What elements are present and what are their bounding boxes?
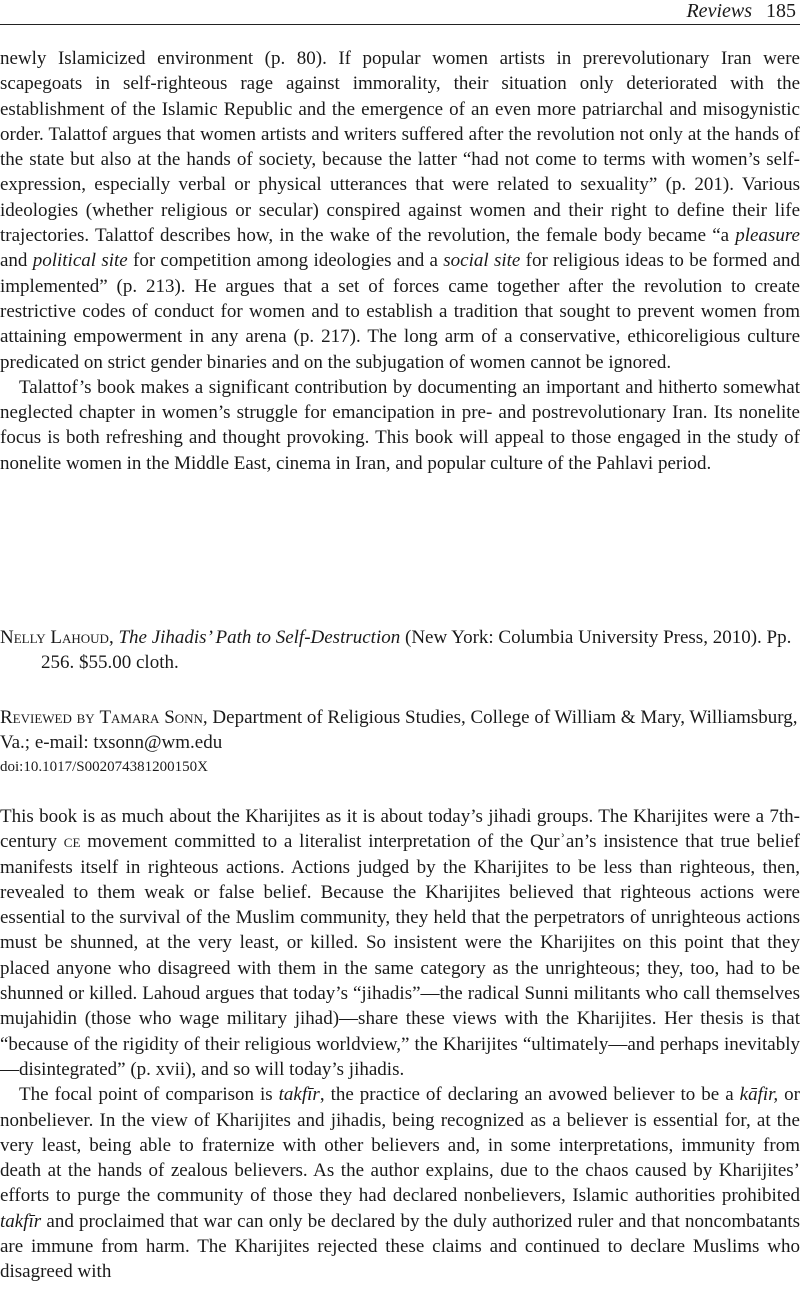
running-head: [686, 0, 796, 24]
review-text: [0, 804, 800, 1285]
italic-term: kāfir,: [739, 1084, 779, 1106]
book-title: The Jihadis’ Path to Self-Destruction: [118, 627, 401, 648]
section-title: Reviews: [686, 0, 752, 22]
italic-term: takfīr: [278, 1084, 320, 1106]
header-rule: [0, 24, 800, 25]
era-abbrev: ce: [63, 831, 81, 853]
book-citation: Nelly Lahoud, The Jihadis’ Path to Self-Destruction (New York: Columbia University Press, 2010). Pp. 256. $55.00 cloth.: [0, 627, 792, 674]
italic-term: takfīr: [0, 1210, 42, 1232]
reviewer-line: [0, 705, 800, 756]
previous-review-text: [0, 46, 800, 476]
book-author: Nelly Lahoud: [0, 627, 109, 648]
paragraph: The focal point of comparison is takfīr, the practice of declaring an avowed believer to be a kāfir, or nonbeliever. In the view of Kharijites and jihadis, being recognized as a believer is essential for, at the very least, being able to fraternize with other believers and, in some interpretations, immunity from death at the hands of zealous believers. As the author explains, due to the chaos caused by Kharijites’ efforts to purge the community of those they had declared nonbelievers, Islamic authorities prohibited takfīr and proclaimed that war can only be declared by the duly authorized ruler and that noncombatants are immune from harm. The Kharijites rejected these claims and continued to declare Muslims who disagreed with: [0, 1084, 800, 1283]
book-publication: (New York: Columbia University Press, 2010). Pp. 256. $55.00 cloth.: [41, 627, 792, 674]
reviewed-by-label: Reviewed by: [0, 707, 95, 728]
paragraph: Talattof’s book makes a significant contribution by documenting an important and hitherto somewhat neglected chapter in women’s struggle for emancipation in pre- and postrevolutionary Iran. Its nonelite focus is both refreshing and thought provoking. This book will appeal to those engaged in the study of nonelite women in the Middle East, cinema in Iran, and popular culture of the Pahlavi period.: [0, 376, 800, 474]
paragraph: This book is as much about the Kharijites as it is about today’s jihadi groups. The Kharijites were a 7th-century ce movement committed to a literalist interpretation of the Qurʾan’s insistence that true belief manifests itself in righteous actions. Actions judged by the Kharijites to be less than righteous, then, revealed to them weak or false belief. Because the Kharijites believed that righteous actions were essential to the survival of the Muslim community, they held that the perpetrators of unrighteous actions must be shunned, at the very least, or killed. So insistent were the Kharijites on this point that they placed anyone who disagreed with them in the same category as the unrighteous; they, too, had to be shunned or killed. Lahoud argues that today’s “jihadis”—the radical Sunni militants who call themselves mujahidin (those who wage military jihad)—share these views with the Kharijites. Her thesis is that “because of the rigidity of their religious worldview,” the Kharijites “ultimately—and perhaps inevitably—disintegrated” (p. xvii), and so will today’s jihadis.: [0, 806, 800, 1080]
italic-phrase: pleasure: [735, 225, 800, 247]
page-number: 185: [766, 0, 796, 22]
italic-phrase: political site: [32, 250, 128, 272]
italic-phrase: social site: [443, 250, 521, 272]
doi: doi:10.1017/S002074381200150X: [0, 758, 208, 775]
paragraph: newly Islamicized environment (p. 80). If popular women artists in prerevolutionary Iran were scapegoats in self-righteous rage against immorality, their situation only deteriorated with the establishment of the Islamic Republic and the emergence of an even more patriarchal and misogynistic order. Talattof argues that women artists and writers suffered after the revolution not only at the hands of the state but also at the hands of society, because the latter “had not come to terms with women’s self-expression, especially verbal or physical utterances that were related to sexuality” (p. 201). Various ideologies (whether religious or secular) conspired against women and their right to define their life trajectories. Talattof describes how, in the wake of the revolution, the female body became “a pleasure and political site for competition among ideologies and a social site for religious ideas to be formed and implemented” (p. 213). He argues that a set of forces came together after the revolution to create restrictive codes of conduct for women and to establish a tradition that sought to prevent women from attaining empowerment in any arena (p. 217). The long arm of a conservative, ethicoreligious culture predicated on strict gender binaries and on the subjugation of women cannot be ignored.: [0, 48, 800, 373]
reviewer-block: [0, 705, 800, 778]
reviewer-affiliation: , Department of Religious Studies, College of William & Mary, Williamsburg, Va.; e-mail: txsonn@wm.edu: [0, 707, 798, 754]
reviewer-name: Tamara Sonn: [99, 707, 203, 728]
